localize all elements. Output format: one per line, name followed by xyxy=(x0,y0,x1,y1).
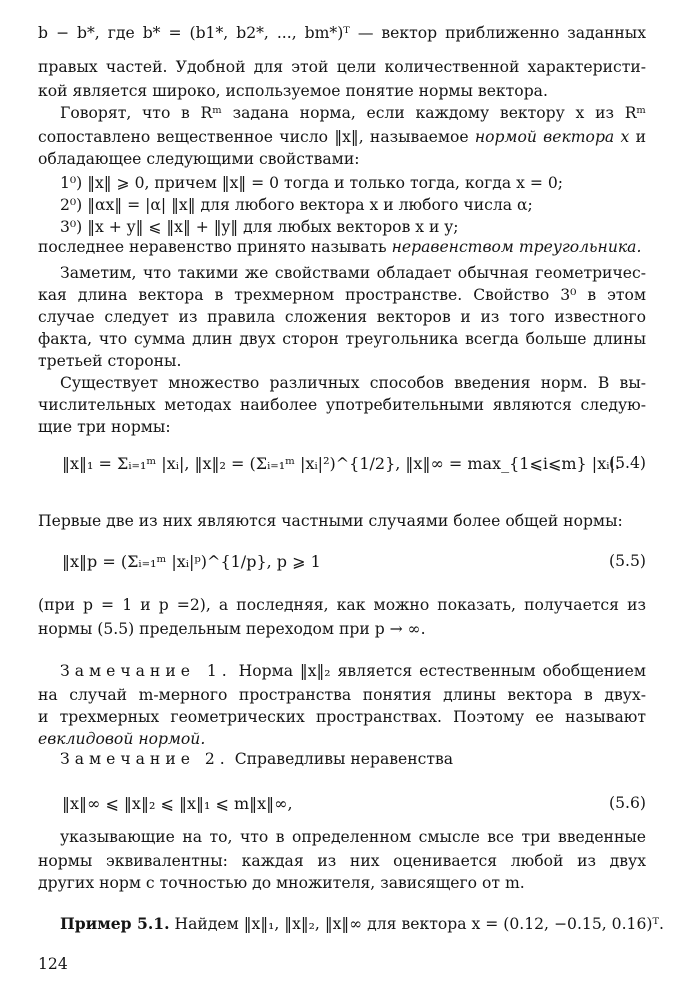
property-2: 2⁰) ‖αx‖ = |α| ‖x‖ для любого вектора x и любого числа α; xyxy=(60,196,533,214)
term-triangle-inequality: неравенством треугольника. xyxy=(391,238,642,256)
para2-line3: обладающее следующими свойствами: xyxy=(38,150,360,168)
remark-1-line2: на случай m-мерного пространства понятия длины вектора в двух- xyxy=(38,686,646,704)
properties-after: последнее неравенство принято называть неравенством треугольника. xyxy=(38,238,642,256)
equation-number-5-4: (5.4) xyxy=(609,454,646,472)
para1-line2: правых частей. Удобной для этой цели количественной характеристи- xyxy=(38,58,646,76)
example-label: Пример 5.1. xyxy=(60,914,170,933)
equation-number-5-5: (5.5) xyxy=(609,552,646,570)
para6-line1: (при p = 1 и p =2), а последняя, как можно показать, получается из xyxy=(38,596,646,614)
para7-line1: указывающие на то, что в определенном смысле все три введенные xyxy=(60,828,646,846)
remark-1-line1: Замечание 1. Норма ‖x‖₂ является естественным обобщением xyxy=(60,662,646,680)
para7-line2: нормы эквивалентны: каждая из них оценивается любой из двух xyxy=(38,852,646,870)
para3-line4: факта, что сумма длин двух сторон треугольника всегда больше длины xyxy=(38,330,646,348)
para5-line1: Первые две из них являются частными случаями более общей нормы: xyxy=(38,512,623,530)
para4-line2: числительных методах наиболее употребительными являются следую- xyxy=(38,396,646,414)
property-3: 3⁰) ‖x + y‖ ⩽ ‖x‖ + ‖y‖ для любых векторов x и y; xyxy=(60,218,459,236)
para1-line3: кой является широко, используемое понятие нормы вектора. xyxy=(38,82,548,100)
para3-line3: случае следует из правила сложения векторов и из того известного xyxy=(38,308,646,326)
property-1: 1⁰) ‖x‖ ⩾ 0, причем ‖x‖ = 0 тогда и только тогда, когда x = 0; xyxy=(60,174,564,192)
para3-line2: кая длина вектора в трехмерном пространстве. Свойство 3⁰ в этом xyxy=(38,286,646,304)
remark-1-label: Замечание 1. xyxy=(60,662,232,680)
para6-line2: нормы (5.5) предельным переходом при p → ∞. xyxy=(38,620,426,638)
equation-5-6: ‖x‖∞ ⩽ ‖x‖₂ ⩽ ‖x‖₁ ⩽ m‖x‖∞, xyxy=(62,794,293,813)
remark-2: Замечание 2. Справедливы неравенства xyxy=(60,750,454,768)
remark-2-label: Замечание 2. xyxy=(60,750,230,768)
para2-line2: сопоставлено вещественное число ‖x‖, называемое нормой вектора x и xyxy=(38,128,646,146)
para2-line1: Говорят, что в Rᵐ задана норма, если каждому вектору x из Rᵐ xyxy=(60,104,646,122)
para4-line1: Существует множество различных способов введения норм. В вы- xyxy=(60,374,646,392)
example-5-1: Пример 5.1. Найдем ‖x‖₁, ‖x‖₂, ‖x‖∞ для вектора x = (0.12, −0.15, 0.16)ᵀ. xyxy=(60,914,664,933)
page-number: 124 xyxy=(38,955,68,973)
term-vector-norm: нормой вектора x xyxy=(474,128,630,146)
para4-line3: щие три нормы: xyxy=(38,418,171,436)
para3-line1: Заметим, что такими же свойствами обладает обычная геометричес- xyxy=(60,264,646,282)
para3-line5: третьей стороны. xyxy=(38,352,182,370)
remark-1-line4: евклидовой нормой. xyxy=(38,730,206,748)
para7-line3: других норм с точностью до множителя, зависящего от m. xyxy=(38,874,525,892)
equation-number-5-6: (5.6) xyxy=(609,794,646,812)
para1-line1: b − b*, где b* = (b1*, b2*, ..., bm*)ᵀ — вектор приближенно заданных xyxy=(38,24,646,42)
equation-5-5: ‖x‖p = (Σᵢ₌₁ᵐ |xᵢ|ᵖ)^{1/p}, p ⩾ 1 xyxy=(62,552,321,571)
remark-1-line3: и трехмерных геометрических пространствах. Поэтому ее называют xyxy=(38,708,646,726)
equation-5-4: ‖x‖₁ = Σᵢ₌₁ᵐ |xᵢ|, ‖x‖₂ = (Σᵢ₌₁ᵐ |xᵢ|²)^{1/2}, ‖x‖∞ = max_{1⩽i⩽m} |xᵢ|. xyxy=(62,454,620,473)
